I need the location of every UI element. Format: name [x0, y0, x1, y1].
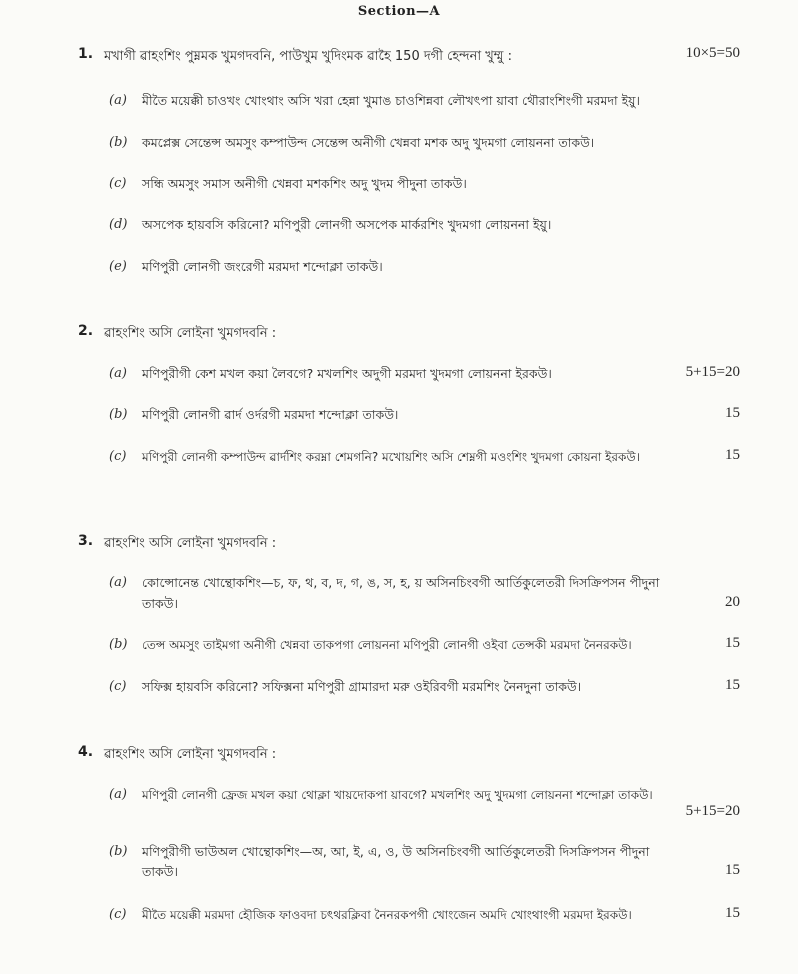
q3-part-a-text: কোন্সোনেন্ত খোন্থোকশিং—চ, ফ, থ, ব, দ, গ, ঙ, স, হ, য় অসিনচিংবগী আর্তিকুলেতরী দিসক্রিপসন পীদুনা — [142, 575, 660, 590]
q4-part-c-label: (c) — [109, 907, 127, 922]
q1-part-d-text: অসপেক হায়বসি করিনো? মণিপুরী লোনগী অসপেক মার্করশিং খুদমগা লোয়ননা ইয়ু। — [142, 217, 552, 232]
q2-part-a-marks: 5+15=20 — [685, 364, 740, 380]
q1-part-d-label: (d) — [109, 217, 128, 232]
q2-part-c-marks: 15 — [725, 447, 740, 463]
q2-part-b-label: (b) — [109, 407, 128, 422]
question-3-instruction: ৱাহংশিং অসি লোইনা খুমগদবনি : — [104, 536, 277, 551]
q3-part-a-continuation: তাকউ। — [142, 596, 178, 611]
q4-part-a-label: (a) — [109, 787, 127, 802]
q4-part-c-text: মীতৈ ময়েক্কী মরমদা হৌজিক ফাওবদা চৎথরক্লিবা নৈনরকপগী খোংজেন অমদি খোংথাংগী মরমদা ইরকউ। — [142, 908, 632, 922]
question-4-instruction: ৱাহংশিং অসি লোইনা খুমগদবনি : — [104, 747, 277, 762]
q2-part-c-label: (c) — [109, 449, 127, 464]
q3-part-c-text: সফিক্স হায়বসি করিনো? সফিক্সনা মণিপুরী গ্রামারদা মরু ওইরিবগী মরমশিং নৈনদুনা তাকউ। — [142, 679, 582, 694]
q1-part-a-label: (a) — [109, 93, 127, 108]
q1-part-e-label: (e) — [109, 259, 127, 274]
q3-part-b-text: তেন্স অমসুং তাইমগা অনীগী খেন্নবা তাকপগা লোয়ননা মণিপুরী লোনগী ওইবা তেন্সকী মরমদা নৈনরকউ। — [142, 638, 632, 652]
q4-part-a-text: মণিপুরী লোনগী ফ্রেজ মখল কয়া থোক্লা খায়দোকপা য়াবগে? মখলশিং অদু খুদমগা লোয়ননা শন্দোক্লা তাকউ। — [142, 788, 653, 802]
q1-part-b-text: কমপ্লেক্স সেন্তেন্স অমসুং কম্পাউন্দ সেন্তেন্স অনীগী খেন্নবা মশক অদু খুদমগা লোয়ননা তাকউ। — [142, 135, 595, 150]
question-4-number: 4. — [78, 744, 94, 760]
question-1-number: 1. — [78, 46, 94, 62]
q3-part-c-marks: 15 — [725, 677, 740, 693]
q2-part-b-text: মণিপুরী লোনগী ৱার্দ ওর্দরগী মরমদা শন্দোক্লা তাকউ। — [142, 407, 399, 422]
q4-part-c-marks: 15 — [725, 905, 740, 921]
q1-part-a-text: মীতৈ ময়েক্কী চাওখং খোংথাং অসি খরা হেন্না খুমাঙ চাওশিন্নবা লৌখৎপা য়াবা থৌরাংশিংগী মরমদা ইয়ু। — [142, 93, 640, 108]
question-1-instruction: মখাগী ৱাহংশিং পুম্নমক খুমগদবনি, পাউখুম খুদিংমক ৱাহৈ 150 দগী হেন্দনা খুম্মু : — [104, 49, 512, 64]
question-1-marks: 10×5=50 — [685, 45, 740, 61]
q4-part-a-marks: 5+15=20 — [685, 803, 740, 819]
section-title: Section—A — [357, 4, 441, 19]
q1-part-b-label: (b) — [109, 135, 128, 150]
q4-part-b-continuation: তাকউ। — [142, 864, 178, 879]
q1-part-e-text: মণিপুরী লোনগী জংরেগী মরমদা শন্দোক্লা তাকউ। — [142, 259, 383, 274]
q4-part-b-text: মণিপুরীগী ভাউঅল খোন্থোকশিং—অ, আ, ই, এ, ও, উ অসিনচিংবগী আর্তিকুলেতরী দিসক্রিপসন পীদুনা — [142, 844, 650, 859]
q3-part-a-marks: 20 — [725, 594, 740, 610]
q3-part-a-label: (a) — [109, 575, 127, 590]
q3-part-b-label: (b) — [109, 637, 128, 652]
q3-part-b-marks: 15 — [725, 635, 740, 651]
q4-part-b-label: (b) — [109, 844, 128, 859]
question-2-instruction: ৱাহংশিং অসি লোইনা খুমগদবনি : — [104, 326, 277, 341]
question-2-number: 2. — [78, 323, 94, 339]
question-3-number: 3. — [78, 533, 94, 549]
q2-part-a-text: মণিপুরীগী কেশ মখল কয়া লৈবগে? মখলশিং অদুগী মরমদা খুদমগা লোয়ননা ইরকউ। — [142, 366, 552, 381]
q1-part-c-text: সন্ধি অমসুং সমাস অনীগী খেন্নবা মশকশিং অদু খুদম পীদুনা তাকউ। — [142, 176, 467, 191]
q1-part-c-label: (c) — [109, 176, 127, 191]
q2-part-c-text: মণিপুরী লোনগী কম্পাউন্দ ৱার্দশিং করম্না শেমগনি? মখোয়শিং অসি শেম্নগী মওংশিং খুদমগা কোয়না ইরকউ। — [142, 450, 641, 464]
q4-part-b-marks: 15 — [725, 862, 740, 878]
q2-part-a-label: (a) — [109, 366, 127, 381]
q3-part-c-label: (c) — [109, 679, 127, 694]
q2-part-b-marks: 15 — [725, 405, 740, 421]
